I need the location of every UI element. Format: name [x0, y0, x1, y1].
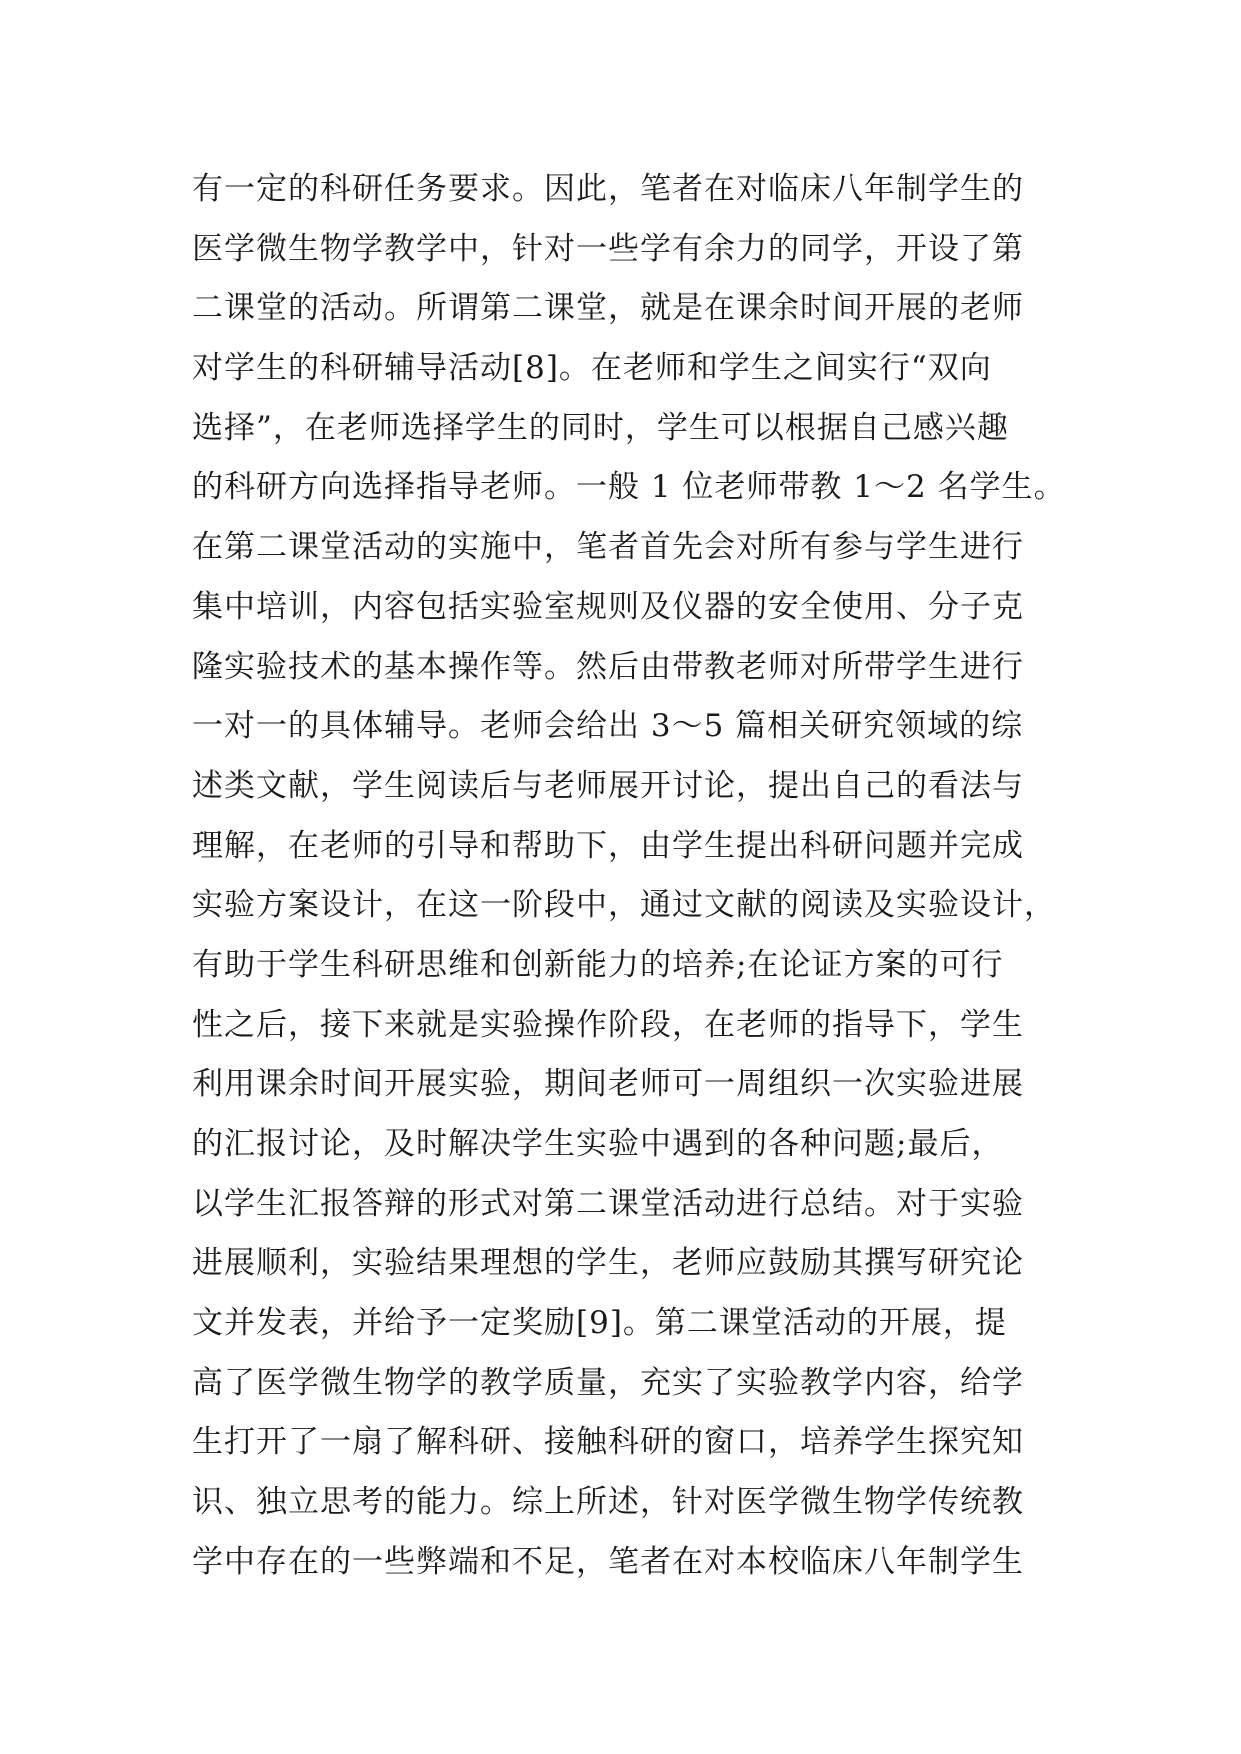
text-line: 性之后，接下来就是实验操作阶段，在老师的指导下，学生: [192, 1006, 1024, 1043]
text-line: 医学微生物学教学中，针对一些学有余力的同学，开设了第: [192, 230, 1024, 267]
text-line: 有一定的科研任务要求。因此，笔者在对临床八年制学生的: [192, 171, 1024, 207]
text-line: 有助于学生科研思维和创新能力的培养;在论证方案的可行: [192, 946, 1004, 983]
text-line: 述类文献，学生阅读后与老师展开讨论，提出自己的看法与: [192, 767, 1024, 804]
text-line: 二课堂的活动。所谓第二课堂，就是在课余时间开展的老师: [192, 290, 1024, 327]
text-line: 文并发表，并给予一定奖励[9]。第二课堂活动的开展，提: [192, 1305, 1007, 1342]
text-line: 集中培训，内容包括实验室规则及仪器的安全使用、分子克: [192, 588, 1024, 625]
text-line: 进展顺利，实验结果理想的学生，老师应鼓励其撰写研究论: [192, 1245, 1024, 1282]
text-line: 利用课余时间开展实验，期间老师可一周组织一次实验进展: [192, 1066, 1024, 1103]
text-line: 实验方案设计，在这一阶段中，通过文献的阅读及实验设计，: [192, 887, 1056, 924]
text-line: 以学生汇报答辩的形式对第二课堂活动进行总结。对于实验: [192, 1185, 1024, 1222]
text-line: 生打开了一扇了解科研、接触科研的窗口，培养学生探究知: [192, 1424, 1024, 1461]
text-line: 学中存在的一些弊端和不足，笔者在对本校临床八年制学生: [192, 1543, 1024, 1580]
text-line: 在第二课堂活动的实施中，笔者首先会对所有参与学生进行: [192, 529, 1024, 566]
text-line: 的科研方向选择指导老师。一般 1 位老师带教 1～2 名学生。: [192, 469, 1066, 506]
text-line: 选择”，在老师选择学生的同时，学生可以根据自己感兴趣: [192, 409, 1009, 446]
text-line: 的汇报讨论，及时解决学生实验中遇到的各种问题;最后，: [192, 1126, 1004, 1162]
text-line: 隆实验技术的基本操作等。然后由带教老师对所带学生进行: [192, 648, 1024, 685]
text-line: 高了医学微生物学的教学质量，充实了实验教学内容，给学: [192, 1364, 1024, 1401]
text-line: 理解，在老师的引导和帮助下，由学生提出科研问题并完成: [192, 827, 1024, 864]
body-text: [192, 160, 1092, 1593]
text-line: 识、独立思考的能力。综上所述，针对医学微生物学传统教: [192, 1484, 1024, 1521]
text-line: 一对一的具体辅导。老师会给出 3～5 篇相关研究领域的综: [192, 708, 1024, 745]
text-line: 对学生的科研辅导活动[8]。在老师和学生之间实行“双向: [192, 350, 992, 387]
